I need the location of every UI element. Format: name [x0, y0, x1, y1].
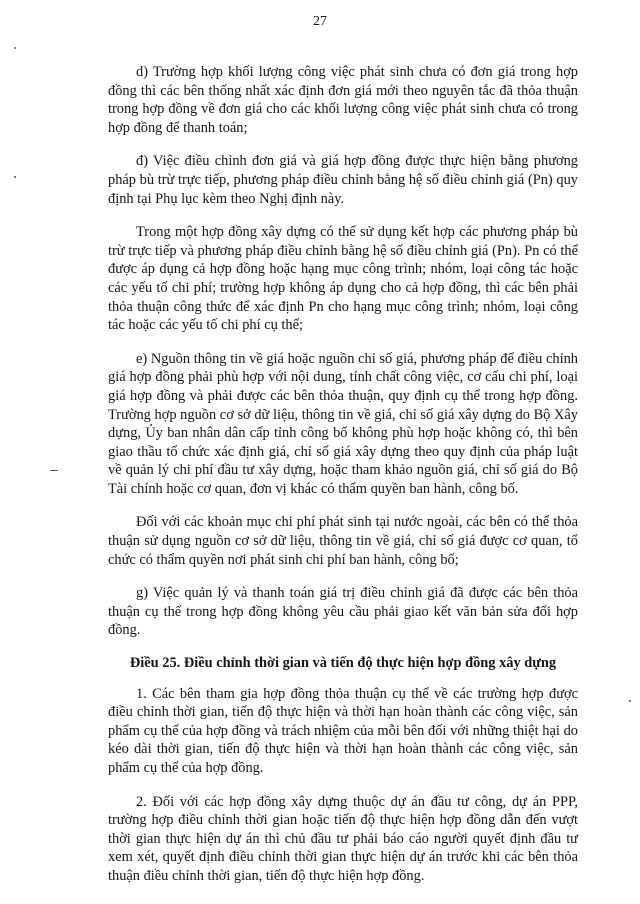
- paragraph-clause-2: 2. Đối với các hợp đồng xây dựng thuộc dự án đầu tư công, dự án PPP, trường hợp điều chỉnh thời gian hoặc tiến độ thực hiện hợp đồng dẫn đến vượt thời gian thực hiện dự án thì chủ đầu tư phải báo cáo người quyết định đầu tư xem xét, quyết định điều chỉnh thời gian thực hiện dự án trước khi các bên thỏa thuận điều chỉnh thời gian, tiến độ thực hiện hợp đồng.: [108, 793, 578, 884]
- paragraph-dd: đ) Việc điều chỉnh đơn giá và giá hợp đồng được thực hiện bằng phương pháp bù trừ trực tiếp, phương pháp điều chỉnh bằng hệ số điều chỉnh giá (Pn) quy định tại Phụ lục kèm theo Nghị định này.: [108, 153, 578, 207]
- article-heading: Điều 25. Điều chỉnh thời gian và tiến độ thực hiện hợp đồng xây dựng: [129, 655, 557, 672]
- paragraph-g: g) Việc quản lý và thanh toán giá trị điều chỉnh giá đã được các bên thỏa thuận cụ thể trong hợp đồng không yêu cầu phải giao kết văn bản sửa đổi hợp đồng.: [108, 585, 578, 639]
- paragraph-d: d) Trường hợp khối lượng công việc phát sinh chưa có đơn giá trong hợp đồng thì các bên thống nhất xác định đơn giá mới theo nguyên tắc đã thỏa thuận trong hợp đồng về đơn giá cho các khối lượng công việc phát sinh chưa có trong hợp đồng để thanh toán;: [108, 64, 578, 136]
- paragraph-e: e) Nguồn thông tin về giá hoặc nguồn chỉ số giá, phương pháp để điều chỉnh giá hợp đồng phải phù hợp với nội dung, tính chất công việc, cơ cấu chi phí, loại giá hợp đồng và phải được các bên thỏa thuận, quy định cụ thể trong hợp đồng. Trường hợp nguồn cơ sở dữ liệu, thông tin về giá, chỉ số giá xây dựng do Bộ Xây dựng, Ủy ban nhân dân cấp tỉnh công bố không phù hợp hoặc không có, thì bên giao thầu tổ chức xác định giá, chỉ số giá xây dựng theo quy định của pháp luật về quản lý chi phí đầu tư xây dựng, hoặc tham khảo nguồn giá, chỉ số giá do Bộ Tài chính hoặc cơ quan, đơn vị khác có thẩm quyền ban hành, công bố.: [108, 350, 578, 497]
- scan-speck: [14, 176, 16, 178]
- page-number: 27: [313, 14, 327, 29]
- paragraph-foreign-costs: Đối với các khoản mục chi phí phát sinh tại nước ngoài, các bên có thể thỏa thuận sử dụng nguồn cơ sở dữ liệu, thông tin về giá, chỉ số giá được cơ quan, tổ chức có thẩm quyền nơi phát sinh chi phí ban hành, công bố;: [108, 514, 578, 568]
- scan-speck: [629, 700, 631, 702]
- document-body: [108, 63, 578, 901]
- paragraph-clause-1: 1. Các bên tham gia hợp đồng thỏa thuận cụ thể về các trường hợp được điều chỉnh thời gian, tiến độ thực hiện và thời hạn hoàn thành các công việc, sản phẩm cụ thể của hợp đồng và trách nhiệm của mỗi bên đối với những thiệt hại do kéo dài thời gian, tiến độ thực hiện và thời hạn hoàn thành các công việc, sản phẩm cụ thể của hợp đồng.: [108, 685, 578, 776]
- paragraph-pn-combination: Trong một hợp đồng xây dựng có thể sử dụng kết hợp các phương pháp bù trừ trực tiếp và phương pháp điều chỉnh bằng hệ số điều chỉnh giá (Pn). Pn có thể được áp dụng cả hợp đồng hoặc hạng mục công trình; nhóm, loại công tác hoặc các yếu tố chi phí; trường hợp không áp dụng cho cả hợp đồng, thì các bên phải thỏa thuận công thức để xác định Pn cho hạng mục công trình; nhóm, loại công tác hoặc các yếu tố chi phí cụ thể;: [108, 224, 578, 334]
- scan-speck: [50, 470, 58, 471]
- scan-speck: [14, 47, 16, 49]
